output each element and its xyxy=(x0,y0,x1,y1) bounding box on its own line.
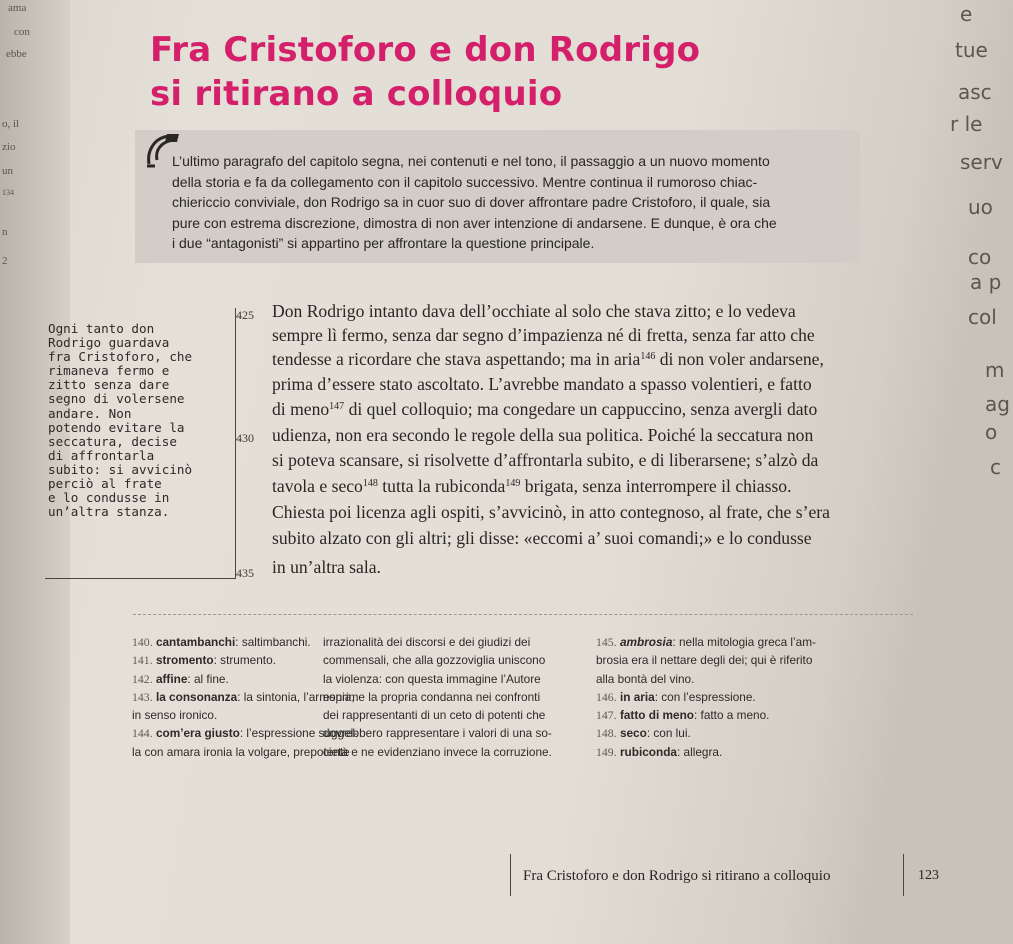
side-note-text: Ogni tanto don Rodrigo guardava fra Cristoforo, che rimaneva fermo e zitto senza dare segno di volersene andare. Non potendo evitare la seccatura, decise di affrontarla subito: si avvicinò perciò al frate e lo condusse in un’altra stanza. xyxy=(48,321,193,520)
margin-fragment: 2 xyxy=(2,255,8,267)
footnote-continuation: cietà e ne evidenziano invece la corruzione. xyxy=(323,744,552,759)
footnote-continuation: alla bontà del vino. xyxy=(596,671,695,686)
margin-fragment: un xyxy=(2,165,13,177)
handwritten-fragment: ag xyxy=(985,392,1010,416)
footnote-continuation: dei rappresentanti di un ceto di potenti che xyxy=(323,708,546,723)
footnotes-divider xyxy=(133,614,913,615)
page-number: 123 xyxy=(918,868,939,883)
footnote: 141. stromento: strumento. xyxy=(132,653,276,668)
prose-line: in un’altra sala. xyxy=(272,557,381,577)
margin-fragment: zio xyxy=(2,141,16,153)
margin-fragment: 134 xyxy=(2,188,14,197)
intro-line: della storia e fa da collegamento con il capitolo successivo. Mentre continua il rumoroso chiac- xyxy=(172,173,758,190)
footnote: 145. ambrosia: nella mitologia greca l’am- xyxy=(596,635,816,649)
handwritten-fragment: col xyxy=(968,305,997,329)
prose-line: tendesse a ricordare che stava aspettando; ma in aria$^{146}$ di non voler andarsene, xyxy=(272,349,824,369)
intro-line: L’ultimo paragrafo del capitolo segna, nei contenuti e nel tono, il passaggio a un nuovo momento xyxy=(172,153,770,169)
prose-line: subito alzato con gli altri; gli disse: «eccomi a’ suoi comandi;» e lo condusse xyxy=(272,528,812,548)
footnote-continuation: irrazionalità dei discorsi e dei giudizi dei xyxy=(323,635,531,649)
footnote: 146. in aria: con l’espressione. xyxy=(596,689,756,704)
footnotes-column-2 xyxy=(323,633,552,761)
footnote-continuation: commensali, che alla gozzoviglia uniscono xyxy=(323,653,546,668)
prose-line: udienza, non era secondo le regole della sua politica. Poiché la seccatura non xyxy=(272,425,814,445)
prose-line: si poteva scansare, si risolvette d’affrontarla subito, e di liberarsene; s’alzò da xyxy=(272,450,819,470)
running-title: Fra Cristoforo e don Rodrigo si ritirano a colloquio xyxy=(523,868,831,884)
footnotes-column-3 xyxy=(596,633,816,761)
footnote-continuation: brosia era il nettare degli dei; qui è riferito xyxy=(596,653,813,668)
handwritten-fragment: serv xyxy=(960,150,1003,174)
line-number: 425 xyxy=(236,308,254,322)
footnote: 144. com’era giusto: l’espressione suggel- xyxy=(132,726,358,741)
footnote: 143. la consonanza: la sintonia, l’armonia, xyxy=(132,689,355,704)
footnote-ref: 148 xyxy=(362,478,378,489)
margin-fragment: con xyxy=(14,26,30,38)
page-subtitle: si ritirano a colloquio xyxy=(150,74,563,114)
handwritten-fragment: uo xyxy=(968,195,993,219)
prose-line: Chiesta poi licenza agli ospiti, s’avvicinò, in atto contegnoso, al frate, che s’era xyxy=(272,502,830,522)
handwritten-fragment: asc xyxy=(958,80,992,104)
intro-line: i due “antagonisti” si appartino per affrontare la questione principale. xyxy=(172,235,595,251)
footnote: 149. rubiconda: allegra. xyxy=(596,744,723,759)
footnote-continuation: in senso ironico. xyxy=(132,708,218,723)
footnote-continuation: la con amara ironia la volgare, prepotente xyxy=(132,744,350,759)
footnote-ref: 149 xyxy=(505,478,521,489)
margin-fragment: ama xyxy=(8,2,27,14)
footnote-continuation: esprime la propria condanna nei confronti xyxy=(323,689,541,704)
footnote-ref: 146 xyxy=(640,351,656,362)
footnote: 148. seco: con lui. xyxy=(596,726,691,741)
footnote: 147. fatto di meno: fatto a meno. xyxy=(596,708,770,723)
handwritten-fragment: co xyxy=(968,245,992,269)
handwritten-fragment: a p xyxy=(970,270,1002,294)
footer-rule-right xyxy=(903,854,904,896)
intro-line: chiericcio conviviale, don Rodrigo sa in cuor suo di dover affrontare padre Cristoforo, il quale, sia xyxy=(172,194,771,210)
intro-line: pure con estrema discrezione, dimostra di non aver intenzione di andarsene. E dunque, è ora che xyxy=(172,214,777,231)
footnote-continuation: dovrebbero rappresentare i valori di una so- xyxy=(323,726,552,741)
prose-line: sempre lì fermo, senza dar segno d’impazienza né di fretta, senza far atto che xyxy=(272,325,815,345)
margin-fragment: n xyxy=(2,226,8,238)
handwritten-fragment: e xyxy=(960,2,973,26)
handwritten-fragment: tue xyxy=(955,38,988,62)
footnote: 140. cantambanchi: saltimbanchi. xyxy=(132,635,311,649)
line-number: 435 xyxy=(236,566,254,580)
handwritten-fragment: c xyxy=(990,455,1001,479)
handwritten-fragment: r le xyxy=(950,112,983,136)
line-number: 430 xyxy=(236,431,254,445)
page-title: Fra Cristoforo e don Rodrigo xyxy=(150,30,701,70)
handwritten-fragment: o xyxy=(985,420,998,444)
footnote-ref: 147 xyxy=(329,401,345,412)
footer-rule-left xyxy=(510,854,511,896)
prose-line: Don Rodrigo intanto dava dell’occhiate al solo che stava zitto; e lo vedeva xyxy=(272,301,796,321)
intro-paragraph xyxy=(172,151,852,254)
prose-line: di meno$^{147}$ di quel colloquio; ma congedare un cappuccino, senza avergli dato xyxy=(272,399,818,419)
prose-line: prima d’essere stato ascoltato. L’avrebbe mandato a spasso volentieri, e fatto xyxy=(272,374,812,394)
handwritten-fragment: m xyxy=(985,358,1005,382)
margin-fragment: o, il xyxy=(2,118,20,130)
footnote-continuation: la violenza: con questa immagine l’Autore xyxy=(323,671,541,686)
margin-fragment: ebbe xyxy=(6,48,27,60)
footnote: 142. affine: al fine. xyxy=(132,671,229,686)
prose-line: tavola e seco$^{148}$ tutta la rubiconda$^{149}$ brigata, senza interrompere il chiasso. xyxy=(272,476,792,496)
